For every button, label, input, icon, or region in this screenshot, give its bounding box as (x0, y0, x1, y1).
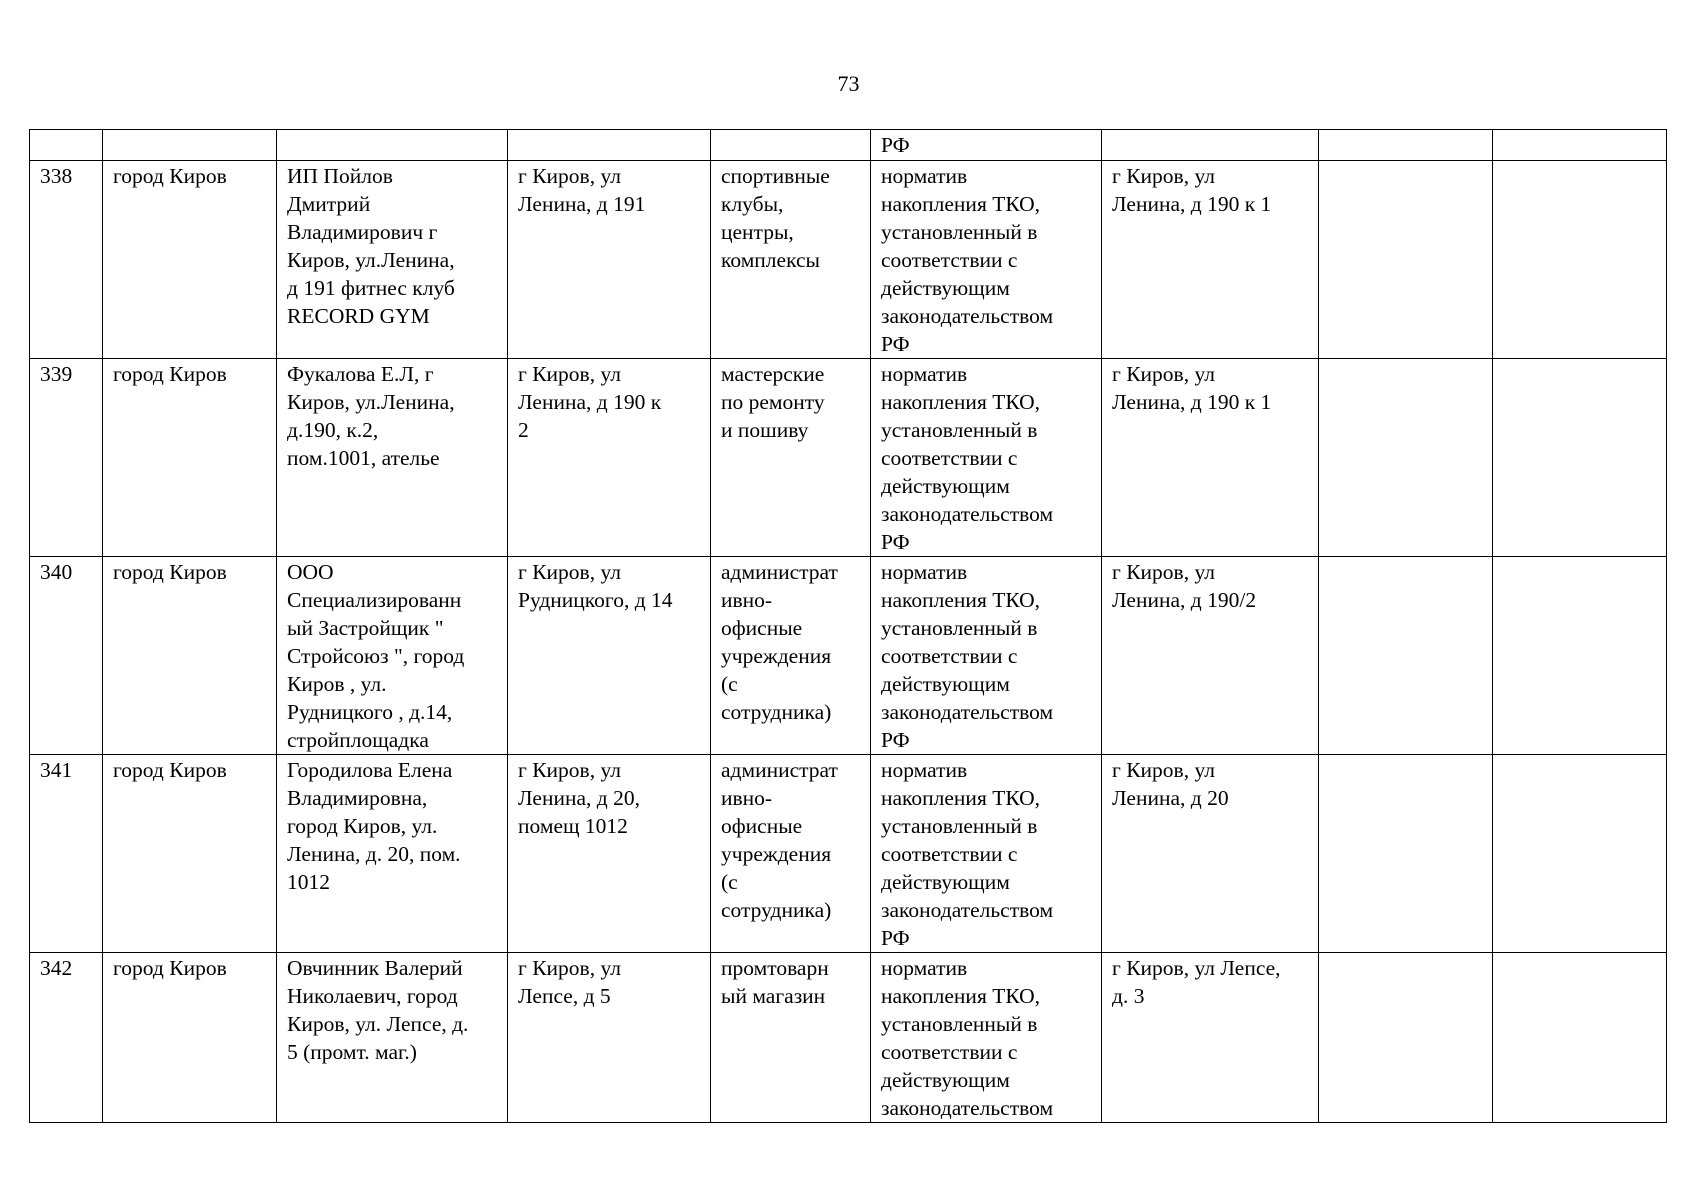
table-row (30, 557, 1667, 755)
cell-category-text: администрат ивно- офисные учреждения (с сотрудника) (721, 758, 838, 922)
cell-site-text: г Киров, ул Лепсе, д. 3 (1112, 956, 1281, 1008)
cell-site-text: г Киров, ул Ленина, д 20 (1112, 758, 1229, 810)
cell-site (1102, 953, 1319, 1123)
cell-method (871, 130, 1102, 161)
cell-category (711, 130, 871, 161)
cell-site-text: г Киров, ул Ленина, д 190/2 (1112, 560, 1257, 612)
cell-no (30, 557, 103, 755)
cell-settlement-text: город Киров (113, 560, 227, 584)
cell-settlement (103, 557, 277, 755)
cell-method-text: норматив накопления ТКО, установленный в соответствии с действующим законодательством РФ (881, 758, 1054, 950)
cell-col9 (1493, 161, 1667, 359)
cell-no-text: 340 (40, 560, 73, 584)
table-row-carry-over (30, 130, 1667, 161)
cell-site (1102, 130, 1319, 161)
cell-col8 (1319, 161, 1493, 359)
cell-method (871, 755, 1102, 953)
cell-col9 (1493, 359, 1667, 557)
cell-settlement-text: город Киров (113, 164, 227, 188)
cell-address (508, 755, 711, 953)
cell-settlement (103, 755, 277, 953)
cell-site (1102, 161, 1319, 359)
cell-generator-text: Городилова Елена Владимировна, город Киров, ул. Ленина, д. 20, пом. 1012 (287, 758, 461, 894)
cell-method-text: норматив накопления ТКО, установленный в соответствии с действующим законодательством РФ (881, 164, 1054, 356)
cell-generator (277, 953, 508, 1123)
cell-generator (277, 557, 508, 755)
cell-method-text: норматив накопления ТКО, установленный в соответствии с действующим законодательством (881, 956, 1054, 1120)
table-row (30, 359, 1667, 557)
cell-address-text: г Киров, ул Рудницкого, д 14 (518, 560, 673, 612)
cell-settlement (103, 359, 277, 557)
cell-address-text: г Киров, ул Ленина, д 190 к 2 (518, 362, 662, 442)
cell-generator (277, 359, 508, 557)
cell-no-text: 342 (40, 956, 73, 980)
cell-settlement-text: город Киров (113, 758, 227, 782)
page-number: 73 (837, 71, 860, 96)
cell-address-text: г Киров, ул Ленина, д 20, помещ 1012 (518, 758, 640, 838)
cell-col8 (1319, 953, 1493, 1123)
cell-col9 (1493, 755, 1667, 953)
table-row (30, 161, 1667, 359)
cell-settlement (103, 161, 277, 359)
cell-generator (277, 161, 508, 359)
cell-col9 (1493, 953, 1667, 1123)
registry-table-body (30, 130, 1667, 1123)
cell-col8 (1319, 557, 1493, 755)
cell-site (1102, 359, 1319, 557)
table-row (30, 953, 1667, 1123)
cell-site-text: г Киров, ул Ленина, д 190 к 1 (1112, 362, 1272, 414)
cell-category (711, 953, 871, 1123)
cell-address (508, 130, 711, 161)
cell-category (711, 161, 871, 359)
cell-category (711, 359, 871, 557)
cell-settlement-text: город Киров (113, 956, 227, 980)
cell-method (871, 953, 1102, 1123)
cell-no (30, 130, 103, 161)
cell-generator-text: Овчинник Валерий Николаевич, город Киров, ул. Лепсе, д. 5 (промт. маг.) (287, 956, 469, 1064)
cell-address-text: г Киров, ул Ленина, д 191 (518, 164, 646, 216)
cell-settlement (103, 953, 277, 1123)
cell-generator-text: ООО Специализированн ый Застройщик " Стройсоюз ", город Киров , ул. Рудницкого , д.14, стройплощадка (287, 560, 465, 752)
cell-category-text: промтоварн ый магазин (721, 956, 829, 1008)
cell-generator-text: ИП Пойлов Дмитрий Владимирович г Киров, ул.Ленина, д 191 фитнес клуб RECORD GYM (287, 164, 455, 328)
cell-settlement (103, 130, 277, 161)
cell-settlement-text: город Киров (113, 362, 227, 386)
cell-category-text: мастерские по ремонту и пошиву (721, 362, 825, 442)
cell-col8 (1319, 359, 1493, 557)
cell-method-text: норматив накопления ТКО, установленный в соответствии с действующим законодательством РФ (881, 362, 1054, 554)
cell-no-text: 338 (40, 164, 73, 188)
cell-method-text: норматив накопления ТКО, установленный в соответствии с действующим законодательством РФ (881, 560, 1054, 752)
cell-col9 (1493, 557, 1667, 755)
cell-col9 (1493, 130, 1667, 161)
cell-method-text: РФ (881, 133, 910, 157)
cell-site (1102, 755, 1319, 953)
cell-no-text: 341 (40, 758, 73, 782)
cell-col8 (1319, 130, 1493, 161)
cell-category (711, 557, 871, 755)
cell-no (30, 161, 103, 359)
cell-address (508, 161, 711, 359)
table-row (30, 755, 1667, 953)
cell-address (508, 953, 711, 1123)
cell-no-text: 339 (40, 362, 73, 386)
registry-table (29, 129, 1667, 1123)
cell-no (30, 953, 103, 1123)
cell-address (508, 557, 711, 755)
cell-generator (277, 130, 508, 161)
cell-category-text: спортивные клубы, центры, комплексы (721, 164, 830, 272)
cell-address (508, 359, 711, 557)
cell-generator-text: Фукалова Е.Л, г Киров, ул.Ленина, д.190, к.2, пом.1001, ателье (287, 362, 455, 470)
cell-address-text: г Киров, ул Лепсе, д 5 (518, 956, 621, 1008)
cell-col8 (1319, 755, 1493, 953)
cell-no (30, 755, 103, 953)
cell-method (871, 557, 1102, 755)
cell-no (30, 359, 103, 557)
cell-site-text: г Киров, ул Ленина, д 190 к 1 (1112, 164, 1272, 216)
cell-category-text: администрат ивно- офисные учреждения (с сотрудника) (721, 560, 838, 724)
cell-method (871, 161, 1102, 359)
cell-generator (277, 755, 508, 953)
cell-category (711, 755, 871, 953)
cell-method (871, 359, 1102, 557)
cell-site (1102, 557, 1319, 755)
